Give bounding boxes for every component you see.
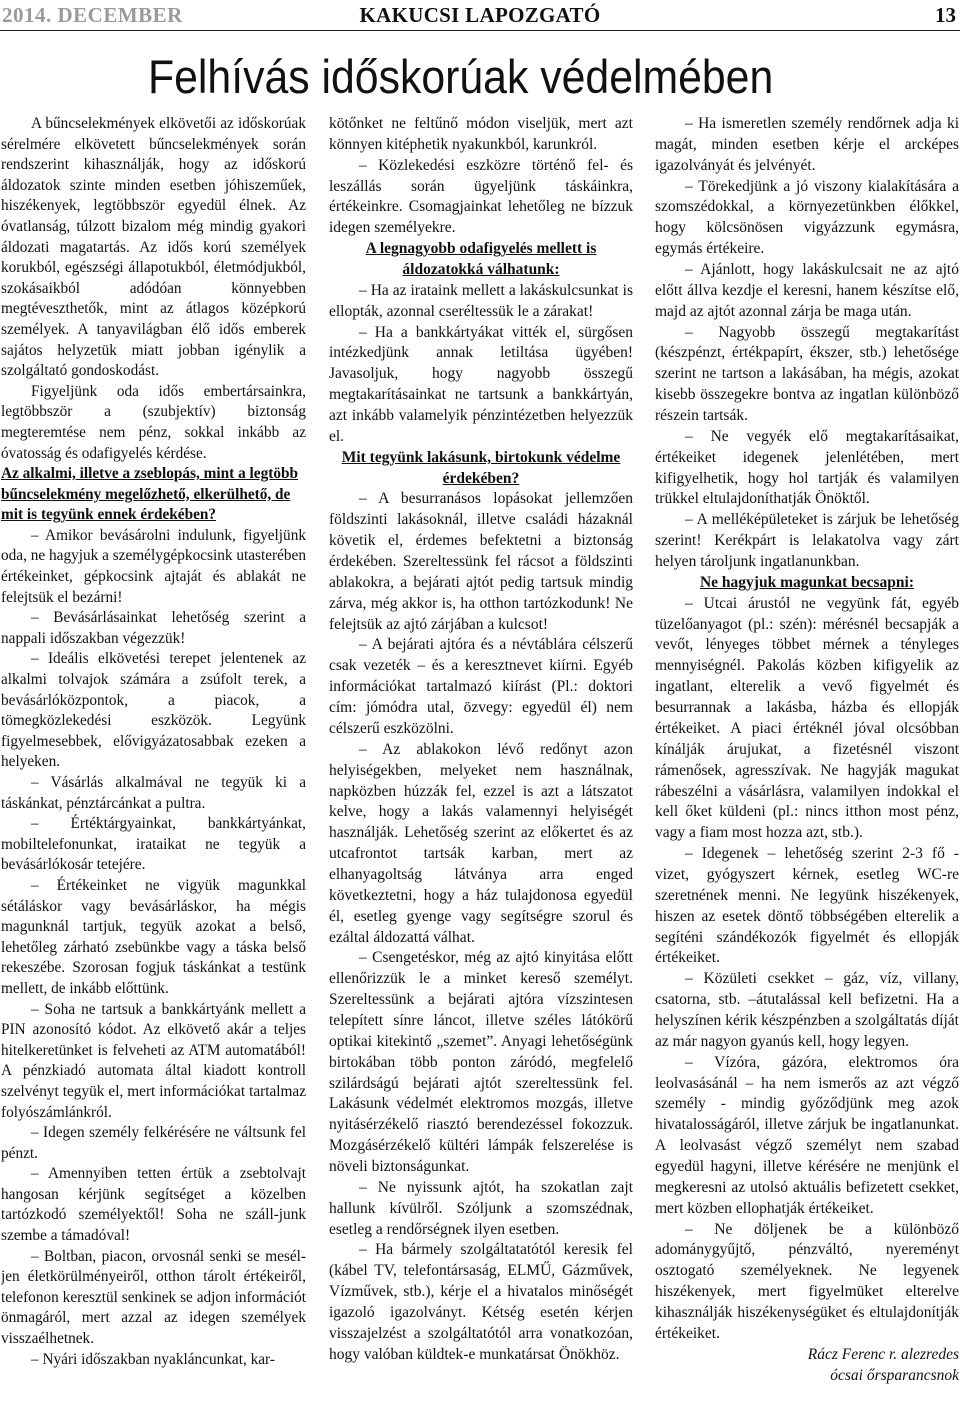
section-heading: Ne hagyjuk magunkat becsapni: — [699, 573, 915, 591]
article-title: Felhívás időskorúak védelmében — [148, 50, 774, 103]
paragraph: – Ha ismeretlen személy rendőrnek adja ki magát, minden esetben kérje el arcképes igazolványát és jelvényét. — [655, 115, 959, 174]
paragraph: – Ne vegyék elő megtakarításaikat, értékeiket idegenek jelenlétében, mert kifigyelhetik, hogy hol tartják és valamilyen trükkel eltulajdoníthatják Önöktől. — [655, 427, 959, 508]
paragraph: – Utcai árustól ne vegyünk fát, egyéb tüzelőanyagot (pl.: szén): mérésnél becsapják a vevőt, lényeges többet mérnek a tényleges mennyiségnél. Pakolás közben kifigyelik az ingatlant, elterelik a vevő figyelmét és besurrannak a lakásba, házba és ellopják értékeiket. A piaci értéknél jóval olcsóbban kínálják árujukat, a fizetésnél viszont rámenősek, agresszívak. Ne hagyják magukat rábeszélni a vásárlásra, valamilyen indokkal el kell őket küldeni (pl.: nincs itthon most pénz, vagy a fiam most hozza azt, stb.). — [655, 594, 959, 842]
paragraph: – Boltban, piacon, orvosnál senki se mesél-jen életkörülményeiről, otthon tárolt értékeiről, telefonon keresztül senkinek se adjon információt önmagáról, mert azzal az idegen személyek visszaélhetnek. — [1, 1247, 306, 1348]
paragraph: – Bevásárlásainkat lehetőség szerint a nappali időszakban végezzük! — [1, 609, 306, 647]
author-role: ócsai őrsparancsnok — [830, 1366, 959, 1384]
issue-date: 2014. DECEMBER — [2, 3, 183, 27]
paragraph: – Ne nyissunk ajtót, ha szokatlan zajt hallunk kívülről. Szóljunk a szomszédnak, esetleg a rendőrségnek ilyen esetben. — [329, 1178, 633, 1238]
section-heading: Az alkalmi, illetve a zseblopás, mint a legtöbb bűncselekmény megelőzhető, elkerülhető, de mit is tegyünk ennek érdekében? — [1, 465, 299, 524]
paragraph: – Csengetéskor, még az ajtó kinyitása előtt ellenőrizzük le a minket kereső személyt. Szereltessünk a bejárati ajtóra vízszintesen telepített sínre láncot, illetve széles látókörű optikai kitekintő „szemet”. Anyagi lehetőségünk birtokában több ponton záródó, megfelelő szilárdságú bejárati ajtót szereltessünk fel. Lakásunk védelmét elektromos mozgás, illetve nyitásérzékelő riasztó berendezéssel fokozzuk. Mozgásérzékelő kültéri lámpák felszerelése is növeli biztonságunkat. — [329, 949, 633, 1175]
paragraph: – Az ablakokon lévő redőnyt azon helyiségekben, melyeket nem használnak, napközben húzzák fel, ezzel is azt a látszatot kelve, hogy a lakás valamennyi helyiségét használják. Lehetőség szerint az előkertet és az utcafrontot tartsák karban, mert az elhanyagoltság látványa arra enged következtetni, hogy a ház tulajdonosa egyedül él, esetleg gyenge vagy segítségre szorul és ezáltal áldozattá válhat. — [329, 740, 633, 946]
paragraph: kötőnket ne feltűnő módon viseljük, mert azt könnyen kitéphetik nyakunkból, karunkról. — [329, 115, 633, 153]
paragraph: – Amennyiben tetten értük a zsebtolvajt hangosan kérjünk segítséget a közelben tartózkodó személyektől! Soha ne száll-junk szembe a támadóval! — [1, 1165, 306, 1245]
paragraph: – A besurranásos lopásokat jellemzően földszinti lakásoknál, illetve családi házaknál követik el, érdemes befektetni a biztonság érdekében. Szereltessünk fel rácsot a földszinti ablakokra, a bejárati ajtót pedig tartsuk mindig zárva, még akkor is, ha otthon tartózkodunk! Ne felejtsük az ajtó zárjában a kulcsot! — [329, 490, 633, 633]
paragraph: – Soha ne tartsuk a bankkártyánk mellett a PIN azonosító kódot. Az elkövető akár a teljes hitelkeretünket is felveheti az ATM automatából! A pénzkiadó automata által kiadott kontroll szelvényt tegyük el, mert információkat tartalmaz folyószámlánkról. — [1, 1000, 306, 1121]
paragraph: A bűncselekmények elkövetői az időskorúak sérelmére elkövetett bűncselekmények során rendszerint kihasználják, hogy az időskorú áldozatok szinte minden esetben jóhiszeműek, hiszékenyek, legtöbbször egyedül élnek. Az óvatlanság, túlzott bizalom még mindig gyakori áldozati magatartás. Az idős korú személyek korukból, egészségi állapotukból, életmódjukból, szokásaikból adódóan könnyebben megtéveszthetők, mint az átlagos középkorú személyek. A tanyavilágban élő idős emberek sajátos helyzetük miatt jobban igénylik a szolgáltató gondoskodást. — [1, 115, 306, 380]
article-column-1 — [1, 114, 306, 1402]
paragraph: – Ha a bankkártyákat vitték el, sürgősen intézkedjünk annak letiltása ügyében! Javasoljuk, hogy nagyobb összegű megtakarításainkat ne tartsunk a bankkártyán, azt inkább valamelyik pénzintézetben helyezzük el. — [329, 323, 633, 445]
paragraph: – Idegen személy felkérésére ne váltsunk fel pénzt. — [1, 1124, 306, 1162]
paragraph: – Ideális elkövetési terepet jelentenek az alkalmi tolvajok számára a zsúfolt terek, a bevásárlóközpontok, a piacok, a tömegközlekedési eszközök. Legyünk figyelmesebbek, elővigyázatosabbak ezeken a helyeken. — [1, 650, 306, 771]
paragraph: – Nyári időszakban nyakláncunkat, kar- — [31, 1350, 275, 1368]
paragraph: – A bejárati ajtóra és a névtáblára célszerű csak vezeték – és a keresztnevet kiírni. Egyéb információkat tartalmazó kiírást (Pl.: doktori cím: jómódra utal, özvegy: egyedül él) nem célszerű eszközölni. — [329, 636, 633, 737]
paragraph: – Közlekedési eszközre történő fel- és leszállás során ügyeljünk táskáinkra, értékeinkre. Csomagjainkat lehetőleg ne bízzuk idegen személyekre. — [329, 156, 633, 237]
paragraph: – Amikor bevásárolni indulunk, figyeljünk oda, ne hagyjuk a személygépkocsink utasterében értékeinket, gépkocsink ajtaját és ablakát ne felejtsük el bezárni! — [1, 526, 306, 606]
paragraph: – A melléképületeket is zárjuk be lehetőség szerint! Kerékpárt is lelakatolva vagy zárt helyen tároljunk ingatlanunkban. — [655, 511, 959, 571]
paragraph: – Ha bármely szolgáltatatótól keresik fel (kábel TV, telefontársaság, ELMŰ, Gázművek, Vízművek, stb.), kérje el a hivatalos minőségét igazoló igazolványt. Kétség esetén kérjen visszajelzést a szolgáltatótól arra vonatkozóan, hogy valóban küldtek-e munkatársat Önökhöz. — [329, 1241, 633, 1363]
paragraph: – Értéktárgyainkat, bankkártyánkat, mobiltelefonunkat, irataikat ne tegyük a bevásárlókosár tetejére. — [1, 815, 306, 874]
article-column-3 — [655, 114, 959, 1402]
page-header — [0, 0, 960, 31]
section-heading: A legnagyobb odafigyelés mellett is áldozatokká válhatunk: — [365, 240, 597, 279]
paragraph: – Nagyobb összegű megtakarítást (készpénzt, értékpapírt, ékszer, stb.) lehetősége szerint ne tartson a lakásában, ha mégis, azokat kisebb összegekre bontva az ingatlan különböző részein tartsák. — [655, 323, 959, 425]
paragraph: – Ajánlott, hogy lakáskulcsait ne az ajtó előtt állva kezdje el keresni, hanem készítse elő, majd az ajtót azonnal zárja be maga után. — [655, 261, 959, 320]
paragraph: – Ne döljenek be a különböző adománygyűjtő, pénzváltó, nyereményt osztogató személyeknek. Ne legyenek hiszékenyek, mert figyelmüket elterelve kihasználják hiszékenységüket és eltulajdonítják értékeiket. — [655, 1220, 959, 1342]
paragraph: – Értékeinket ne vigyük magunkkal sétáláskor vagy bevásárláskor, ha mégis magunknál tartjuk, tegyük azokat a belső, lehetőleg zárható zsebünkbe vagy a táska belső rekeszébe. Szorosan fogjuk táskánkat a testünk mellett, de inkább előttünk. — [1, 876, 306, 997]
paragraph: – Vízóra, gázóra, elektromos óra leolvasásánál – ha nem ismerős az azt végző személy - mindig győződjünk meg azok hivatalosságáról, illetve zárjuk be ingatlanunkat. A leolvasást végző személyt nem szabad egyedül hagyni, illetve kérésére ne menjünk el megkeresni az utolsó aktuális befizetett csekket, mert közben ellophatják értékeiket. — [655, 1053, 959, 1217]
paragraph: – Idegenek – lehetőség szerint 2-3 fő - vizet, gyógyszert kérnek, esetleg WC-re szeretnének menni. Ne legyünk hiszékenyek, hiszen az esetek döntő többségében elterelik a segíténi szándékozók figyelmét és ellopják értékeiket. — [655, 845, 959, 967]
paragraph: – Vásárlás alkalmával ne tegyük ki a táskánkat, pénztárcánkat a pultra. — [1, 774, 306, 812]
author-name: Rácz Ferenc r. alezredes — [807, 1345, 959, 1363]
publication-name: KAKUCSI LAPOZGATÓ — [359, 3, 601, 27]
article-column-2 — [329, 114, 633, 1402]
paragraph: Figyeljünk oda idős embertársainkra, legtöbbször a (szubjektív) biztonság megteremtése nem pénz, sokkal inkább az óvatosság és odafigyelés kérdése. — [1, 382, 306, 462]
paragraph: – Ha az irataink mellett a lakáskulcsunkat is ellopták, azonnal cseréltessük le a zárakat! — [329, 281, 633, 320]
paragraph: – Törekedjünk a jó viszony kialakítására a szomszédokkal, a környezetünkben élőkkel, hogy kölcsönösen vigyázzunk egymásra, egymás értékeire. — [655, 177, 959, 258]
paragraph: – Közületi csekket – gáz, víz, villany, csatorna, stb. –átutalással kell befizetni. Ha a helyszínen kérik készpénzben a szolgáltatás díját az már nagyon gyanús kell, hogy legyen. — [655, 970, 959, 1050]
section-heading: Mit tegyünk lakásunk, birtokunk védelme érdekében? — [341, 448, 621, 487]
page-number: 13 — [935, 3, 956, 27]
